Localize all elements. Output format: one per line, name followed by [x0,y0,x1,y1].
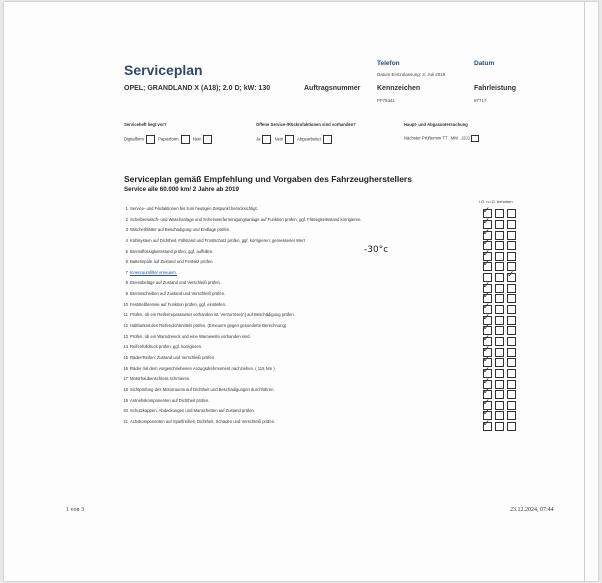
section-subtitle: Service alle 60.000 km/ 2 Jahre ab 2019 [124,186,239,193]
task-text: Schutzkappen, Abdeckungen und Manschetten auf Zustand prüfen. [130,408,256,414]
task-number: 15 [123,354,128,360]
handwritten-check-icon: ✓ [506,270,515,281]
task-number: 4 [125,237,128,243]
task-number: 9 [125,291,128,297]
status-column-header: i.O. n.i.O. behoben [479,199,513,204]
next-inspection-label: Nächster Prüftermin [404,135,442,141]
task-text: Bremsflüssigkeitsstand prüfen, ggf. auffüllen. [130,248,214,254]
task-row [120,322,520,333]
handwritten-check-icon: ✓ [482,227,491,238]
handwritten-check-icon: ✓ [482,259,491,270]
page-title: Serviceplan [124,62,203,78]
task-link[interactable]: Innenraumfilter erneuern. [130,269,178,275]
task-text: Prüfen, ob ein Reifenreparaturset vorhanden ist. Verzurröse(n) auf Beschädigung prüfen. [130,312,295,318]
checkbox-not-ok[interactable] [495,422,504,431]
handwritten-check-icon: ✓ [482,333,491,344]
task-text: Motorhaubenschloss schmieren. [130,376,191,382]
document-page [4,2,598,581]
booklet-digital-label: Digitalform [124,136,145,142]
task-row [120,407,520,418]
actions-no-checkbox[interactable] [285,135,294,144]
task-row [120,226,520,237]
registration-date-note: Datum Erstzulassung: 3. Juli 2019 [377,72,446,77]
task-number: 11 [123,312,128,318]
handwritten-check-icon: ✓ [482,302,491,313]
task-number: 6 [125,259,128,265]
task-row [120,343,520,354]
task-text: Räder/Reifen: Zustand und Verschleiß prüfen [130,354,215,360]
next-inspection-row [404,135,479,142]
page-edge-line [584,2,585,581]
task-row [120,237,520,248]
task-row [120,397,520,408]
handwritten-check-icon: ✓ [482,387,491,398]
task-text: Sichtprüfung des Motorraums auf Dichtheit und Beschädigungen durchführen. [130,386,275,392]
task-number: 20 [123,408,128,414]
section-title: Serviceplan gemäß Empfehlung und Vorgaben des Fahrzeugherstellers [124,174,412,184]
handwritten-check-icon: ✓ [482,216,491,227]
booklet-digital-checkbox[interactable] [146,135,155,144]
task-number: 5 [125,248,128,254]
vehicle-description: OPEL; GRANDLAND X (A18); 2.0 D; kW: 130 [124,85,271,92]
handwritten-check-icon: ✓ [482,365,491,376]
task-text: Feststellbremse auf Funktion prüfen, ggf. einstellen. [130,301,227,307]
actions-done-label: Abgearbeitet [297,136,321,142]
handwritten-check-icon: ✓ [482,344,491,355]
checkbox-ok[interactable] [482,419,492,431]
handwritten-check-icon: ✓ [482,376,491,387]
task-text: Wischerblätter auf Beschädigung und Endlage prüfen. [130,227,231,233]
task-row [120,375,520,386]
mileage-label: Fahrleistung [474,85,517,92]
task-number: 2 [125,216,128,222]
task-row [120,354,520,365]
print-datetime: 23.12.2024, 07:44 [510,507,554,513]
task-text: Bremsbeläge auf Zustand und Verschleiß prüfen. [130,280,222,286]
task-text: Prüfen, ob ein Warndreieck und eine Warnweste vorhanden sind. [130,333,251,339]
recall-actions-question: Offene Service-/Rückrufaktionen sind vorhanden? [256,122,356,127]
actions-yes-checkbox[interactable] [262,135,271,144]
task-number: 13 [123,333,128,339]
order-number-label: Auftragsnummer [304,85,361,92]
task-row [120,279,520,290]
next-inspection-date[interactable]: TT . MM . JJJJ [442,135,470,141]
task-number: 3 [125,227,128,233]
service-booklet-question: Serviceheft liegt vor? [124,122,167,127]
task-row [120,333,520,344]
task-number: 8 [125,280,128,286]
task-row [120,301,520,312]
inspection-label: Haupt- und Abgasuntersuchung [404,122,468,127]
task-row [120,290,520,301]
service-booklet-options [124,135,214,144]
handwritten-check-icon: ✓ [482,206,491,217]
task-number: 12 [123,323,128,329]
task-row [120,248,520,259]
handwritten-check-icon: ✓ [482,291,491,302]
task-row [120,386,520,397]
handwritten-check-icon: ✓ [482,280,491,291]
handwritten-coolant-value: -30°c [364,245,389,255]
task-text: Reifenfülldruck prüfen, ggf. korrigieren. [130,344,203,350]
calendar-icon[interactable] [471,135,479,142]
actions-done-checkbox[interactable] [323,135,332,144]
handwritten-check-icon: ✓ [482,397,491,408]
task-number: 16 [123,365,128,371]
task-row [120,269,520,280]
task-row [120,418,520,429]
booklet-no-checkbox[interactable] [203,135,212,144]
task-number: 7 [125,269,128,275]
task-row [120,365,520,376]
task-row [120,311,520,322]
handwritten-check-icon: ✓ [482,323,491,334]
page-counter: 1 von 3 [66,507,84,513]
task-number: 10 [123,301,128,307]
handwritten-check-icon: ✓ [482,238,491,249]
actions-no-label: Nein [274,136,284,142]
task-row [120,258,520,269]
handwritten-check-icon: ✓ [482,312,491,323]
date-label: Datum [474,60,495,67]
booklet-paper-checkbox[interactable] [181,135,190,144]
task-text: Scheibenwisch- und Waschanlage und Scheinwerferreinigungsanlage auf Funktion prüfen, ggf. Flüssigkeitsstand korrigieren. [130,216,362,222]
handwritten-check-icon: ✓ [482,419,491,430]
booklet-no-label: Nein [192,136,202,142]
booklet-paper-label: Papierform [158,136,179,142]
plate-label: Kennzeichen [377,85,421,92]
phone-label: Telefon [377,60,400,67]
checkbox-fixed[interactable] [507,422,516,431]
task-number: 19 [123,397,128,403]
handwritten-check-icon: ✓ [482,408,491,419]
plate-value: FF75341 [377,98,396,103]
task-status-checkboxes [481,418,518,436]
task-number: 14 [123,344,128,350]
recall-actions-options [256,135,334,144]
task-number: 21 [123,418,128,424]
task-text: Kühlsystem auf Dichtheit, Füllstand und Frostschutz prüfen, ggf. korrigieren; gemessener Wert [130,237,305,243]
mileage-value: 87717 [474,98,487,103]
task-number: 18 [123,386,128,392]
task-text: Antriebskomponenten auf Dichtheit prüfen. [130,397,210,403]
task-row [120,216,520,227]
task-number: 17 [123,376,128,382]
task-text: Service- und Feldaktionen bis zum heutigen Zeitpunkt berücksichtigt. [130,206,258,211]
actions-yes-label: Ja [256,136,261,142]
task-text: Bremsscheiben auf Zustand und Verschleiß prüfen. [130,291,226,297]
task-number: 1 [125,206,128,211]
handwritten-check-icon: ✓ [482,355,491,366]
task-row [120,205,520,216]
task-text: Räder mit dem vorgeschriebenen Anzugsdrehmoment nachziehen. ( 115 Nm ) [130,365,275,371]
task-list [120,205,520,428]
task-text: Batteriepole auf Zustand und Festsitz prüfen. [130,259,214,265]
task-text: Achskomponenten auf Spielfreiheit, Dichtheit, Schäden und Verschleiß prüfen. [130,418,276,424]
task-text: Haltbarkeit des Reifendichtmittels prüfen. (Erneuern gegen gesonderte Berechnung) [130,323,287,329]
handwritten-check-icon: ✓ [482,248,491,259]
